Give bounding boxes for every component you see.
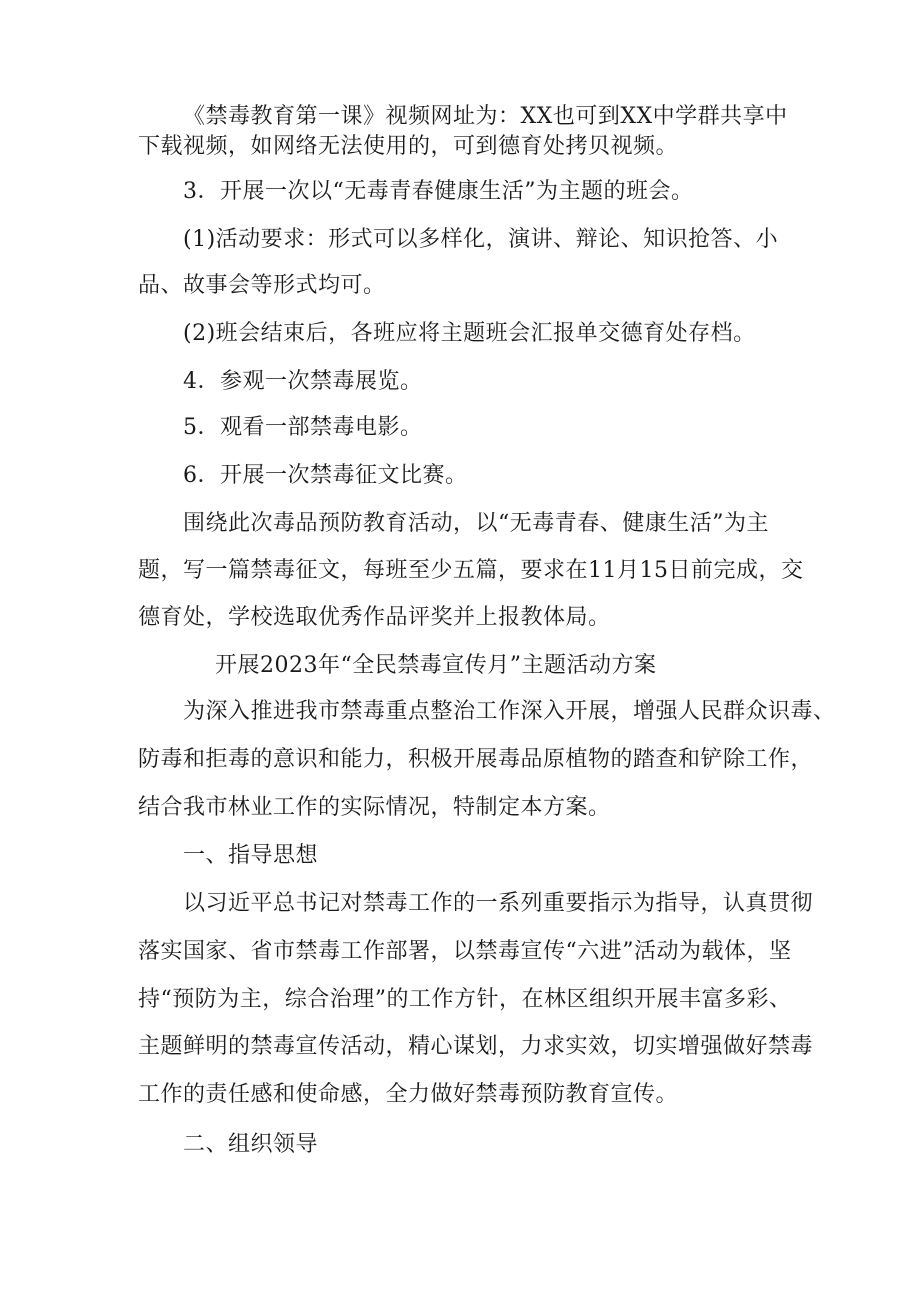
text-line: 为深入推进我市禁毒重点整治工作深入开展，增强人民群众识毒、 <box>183 699 836 724</box>
text-line: 3．开展一次以“无毒青春健康生活”为主题的班会。 <box>183 179 694 204</box>
section-title: 开展2023年“全民禁毒宣传月”主题活动方案 <box>215 653 657 678</box>
text-line: 持“预防为主，综合治理”的工作方针，在林区组织开展丰富多彩、 <box>138 987 792 1012</box>
text-line: 结合我市林业工作的实际情况，特制定本方案。 <box>138 795 611 820</box>
text-line: 《禁毒教育第一课》视频网址为：XX也可到XX中学群共享中 <box>183 104 788 129</box>
text-line: 4．参观一次禁毒展览。 <box>183 369 423 394</box>
text-line: (1)活动要求：形式可以多样化，演讲、辩论、知识抢答、小 <box>183 227 779 252</box>
text-line: 围绕此次毒品预防教育活动，以“无毒青春、健康生活”为主 <box>183 511 769 536</box>
heading-organization: 二、组织领导 <box>183 1132 319 1157</box>
text-line: 落实国家、省市禁毒工作部署，以禁毒宣传“六进”活动为载体，坚 <box>138 939 792 964</box>
text-line: 题，写一篇禁毒征文，每班至少五篇，要求在11月15日前完成，交 <box>138 558 804 583</box>
text-line: 德育处，学校选取优秀作品评奖并上报教体局。 <box>138 605 611 630</box>
text-line: 5．观看一部禁毒电影。 <box>183 415 423 440</box>
text-line: 工作的责任感和使命感，全力做好禁毒预防教育宣传。 <box>138 1082 679 1107</box>
text-line: 6．开展一次禁毒征文比赛。 <box>183 463 468 488</box>
text-line: 以习近平总书记对禁毒工作的一系列重要指示为指导，认真贯彻 <box>183 891 814 916</box>
text-line: 下载视频，如网络无法使用的，可到德育处拷贝视频。 <box>138 134 679 159</box>
heading-guiding-thought: 一、指导思想 <box>183 843 319 868</box>
text-line: 主题鲜明的禁毒宣传活动，精心谋划，力求实效，切实增强做好禁毒 <box>138 1034 814 1059</box>
text-line: 防毒和拒毒的意识和能力，积极开展毒品原植物的踏查和铲除工作， <box>138 747 814 772</box>
text-line: 品、故事会等形式均可。 <box>138 273 386 298</box>
text-line: (2)班会结束后，各班应将主题班会汇报单交德育处存档。 <box>183 321 756 346</box>
